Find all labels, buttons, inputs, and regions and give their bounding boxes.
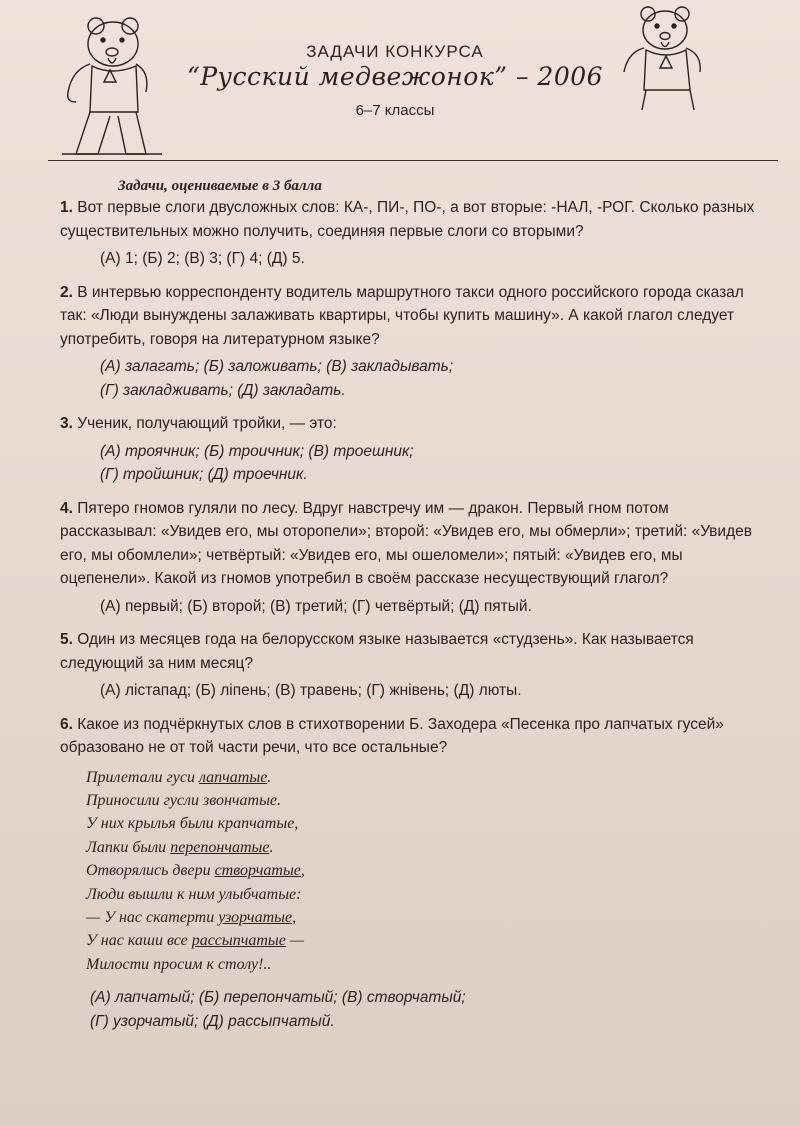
answer-line: (Г) узорчатый; (Д) рассыпчатый. xyxy=(90,1012,335,1030)
answer-line: (Г) тройшник; (Д) троечник. xyxy=(100,466,308,483)
poem-line: — У нас скатерти узорчатые, xyxy=(86,908,297,926)
task-text: Какое из подчёркнутых слов в стихотворении Б. Заходера «Песенка про лапчатых гусей» образовано не от той части речи, что все остальные? xyxy=(60,715,724,756)
task-text: Вот первые слоги двусложных слов: КА-, ПИ-, ПО-, а вот вторые: -НАЛ, -РОГ. Сколько разных существительных можно получить, соединяя первые слоги со вторыми? xyxy=(60,199,755,240)
task-6 xyxy=(60,713,760,1034)
section-title: Задачи, оцениваемые в 3 балла xyxy=(118,178,322,194)
task-3-text xyxy=(60,412,760,436)
poem-line: Люди вышли к ним улыбчатые: xyxy=(86,885,302,903)
poem-line: Милости просим к столу!.. xyxy=(86,955,272,973)
task-5 xyxy=(60,628,760,703)
page-header xyxy=(0,0,800,170)
poem-line: У них крылья были крапчатые, xyxy=(86,815,299,833)
task-number: 6. xyxy=(60,715,73,733)
task-4 xyxy=(60,497,760,619)
task-4-answers xyxy=(100,595,760,619)
answer-line: (А) первый; (Б) второй; (В) третий; (Г) четвёртый; (Д) пятый. xyxy=(100,597,532,615)
task-number: 3. xyxy=(60,415,73,432)
task-3-answers xyxy=(100,440,760,487)
task-number: 4. xyxy=(60,499,73,517)
task-number: 1. xyxy=(60,199,73,216)
task-2-answers xyxy=(100,355,760,402)
task-text: Ученик, получающий тройки, — это: xyxy=(72,415,337,432)
poem-line: Прилетали гуси лапчатые. xyxy=(86,768,272,786)
task-1-answers xyxy=(100,247,760,271)
poem-line: Отворялись двери створчатые, xyxy=(86,862,305,880)
answer-line: (А) троячник; (Б) троичник; (В) троешник; xyxy=(100,442,414,460)
task-5-text xyxy=(60,628,760,675)
task-2 xyxy=(60,281,760,403)
task-1 xyxy=(60,196,760,271)
task-4-text xyxy=(60,497,760,591)
tasks-list xyxy=(60,196,760,1043)
poem-line: Приносили гусли звончатые. xyxy=(86,791,282,809)
task-text: Один из месяцев года на белорусском языке называется «студзень». Как называется следующий за ним месяц? xyxy=(60,631,694,672)
task-3 xyxy=(60,412,760,487)
answer-line: (А) лапчатый; (Б) перепончатый; (В) створчатый; xyxy=(90,989,466,1007)
task-number: 5. xyxy=(60,631,73,648)
task-6-text xyxy=(60,713,760,760)
poem-line: Лапки были перепончатые. xyxy=(86,838,274,856)
task-1-text xyxy=(60,196,760,243)
task-5-answers xyxy=(100,679,760,703)
contest-title: “Русский медвежонок” – 2006 xyxy=(186,62,604,91)
grades-label: 6–7 классы xyxy=(355,102,435,119)
task-6-answers xyxy=(90,986,760,1033)
header-divider xyxy=(48,160,778,161)
answer-line: (А) лістапад; (Б) ліпень; (В) травень; (Г) жнівень; (Д) люты. xyxy=(100,682,522,699)
task-text: Пятеро гномов гуляли по лесу. Вдруг навстречу им — дракон. Первый гном потом рассказывал: «Увидев его, мы оторопели»; второй: «Увидев его, мы обмерли»; третий: «Увидев его, мы обомлели»; четвёртый: «Увидев его, мы ошеломели»; пятый: «Увидев его, мы оцепенели». Какой из гномов употребил в своём рассказе несуществующий глагол? xyxy=(60,499,752,587)
task-text: В интервью корреспонденту водитель маршрутного такси одного российского города сказал так: «Люди вынуждены залаживать квартиры, чтобы купить машину». А какой глагол следует употребить, говоря на литературном языке? xyxy=(60,283,744,348)
task-number: 2. xyxy=(60,283,73,301)
answer-line: (Г) закладживать; (Д) закладать. xyxy=(100,381,346,399)
answer-line: (А) залагать; (Б) заложивать; (В) закладывать; xyxy=(100,358,454,375)
contest-label: ЗАДАЧИ КОНКУРСА xyxy=(306,42,484,61)
poem xyxy=(86,766,760,977)
poem-line: У нас каши все рассыпчатые — xyxy=(86,932,305,950)
task-2-text xyxy=(60,281,760,352)
answer-line: (А) 1; (Б) 2; (В) 3; (Г) 4; (Д) 5. xyxy=(100,250,305,267)
